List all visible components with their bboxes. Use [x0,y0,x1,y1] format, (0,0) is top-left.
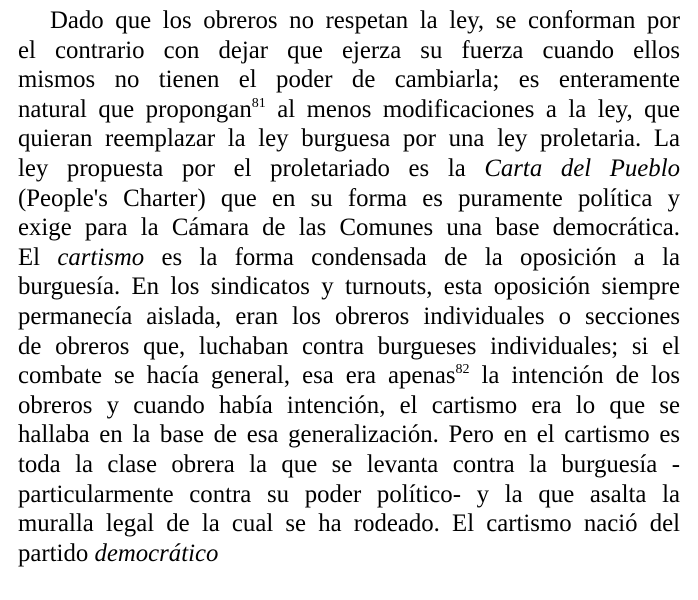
text-run: particularmente contra su poder político- y la que asalta la [18,480,680,508]
text-line [18,95,680,125]
text-line [18,480,680,510]
text-run: combate se hacía general, esa era apenas [18,362,456,390]
text-run: partido [18,539,95,567]
footnote-marker: 82 [455,362,470,378]
text-line [18,184,680,214]
text-line [18,65,680,95]
text-line [18,124,680,154]
text-run: es la forma condensada de la oposición a la [144,243,680,271]
text-run: El [18,243,58,271]
text-line [18,332,680,362]
text-run: (People's Charter) que en su forma es puramente política y [18,184,680,212]
text-run: obreros y cuando había intención, el cartismo era lo que se [18,391,680,419]
text-line [18,213,680,243]
footnote-marker: 81 [251,95,266,111]
text-run: el contrario con dejar que ejerza su fuerza cuando ellos [18,36,680,64]
text-line [18,154,680,184]
text-run: al menos modificaciones a la ley, que [265,95,680,123]
italic-text: democrático [94,539,219,567]
text-line [18,420,680,450]
text-line [18,361,680,391]
italic-text: Carta del Pueblo [484,154,680,182]
text-run: Dado que los obreros no respetan la ley, se conforman por [50,7,680,34]
text-run: la intención de los [469,362,680,390]
text-line [18,450,680,480]
italic-text: cartismo [57,243,145,271]
text-line [18,243,680,273]
text-line [18,509,680,539]
text-line [18,36,680,66]
text-line [18,302,680,332]
text-line [18,6,680,36]
text-run: permanecía aislada, eran los obreros individuales o secciones [18,302,680,330]
text-line [18,272,680,302]
text-run: quieran reemplazar la ley burguesa por una ley proletaria. La [18,125,680,153]
text-run: muralla legal de la cual se ha rodeado. El cartismo nació del [18,510,680,538]
text-run: mismos no tienen el poder de cambiarla; es enteramente [18,66,680,94]
text-line [18,391,680,421]
text-run: hallaba en la base de esa generalización. Pero en el cartismo es [18,421,680,449]
text-run: toda la clase obrera la que se levanta contra la burguesía - [18,450,680,478]
text-line [18,539,680,569]
text-run: burguesía. En los sindicatos y turnouts, esta oposición siempre [18,273,680,301]
text-run: ley propuesta por el proletariado es la [18,154,485,182]
text-run: exige para la Cámara de las Comunes una base democrática. [18,214,680,242]
body-paragraph [18,6,680,568]
text-run: natural que propongan [18,95,252,123]
text-run: de obreros que, luchaban contra burgueses individuales; si el [18,332,680,360]
